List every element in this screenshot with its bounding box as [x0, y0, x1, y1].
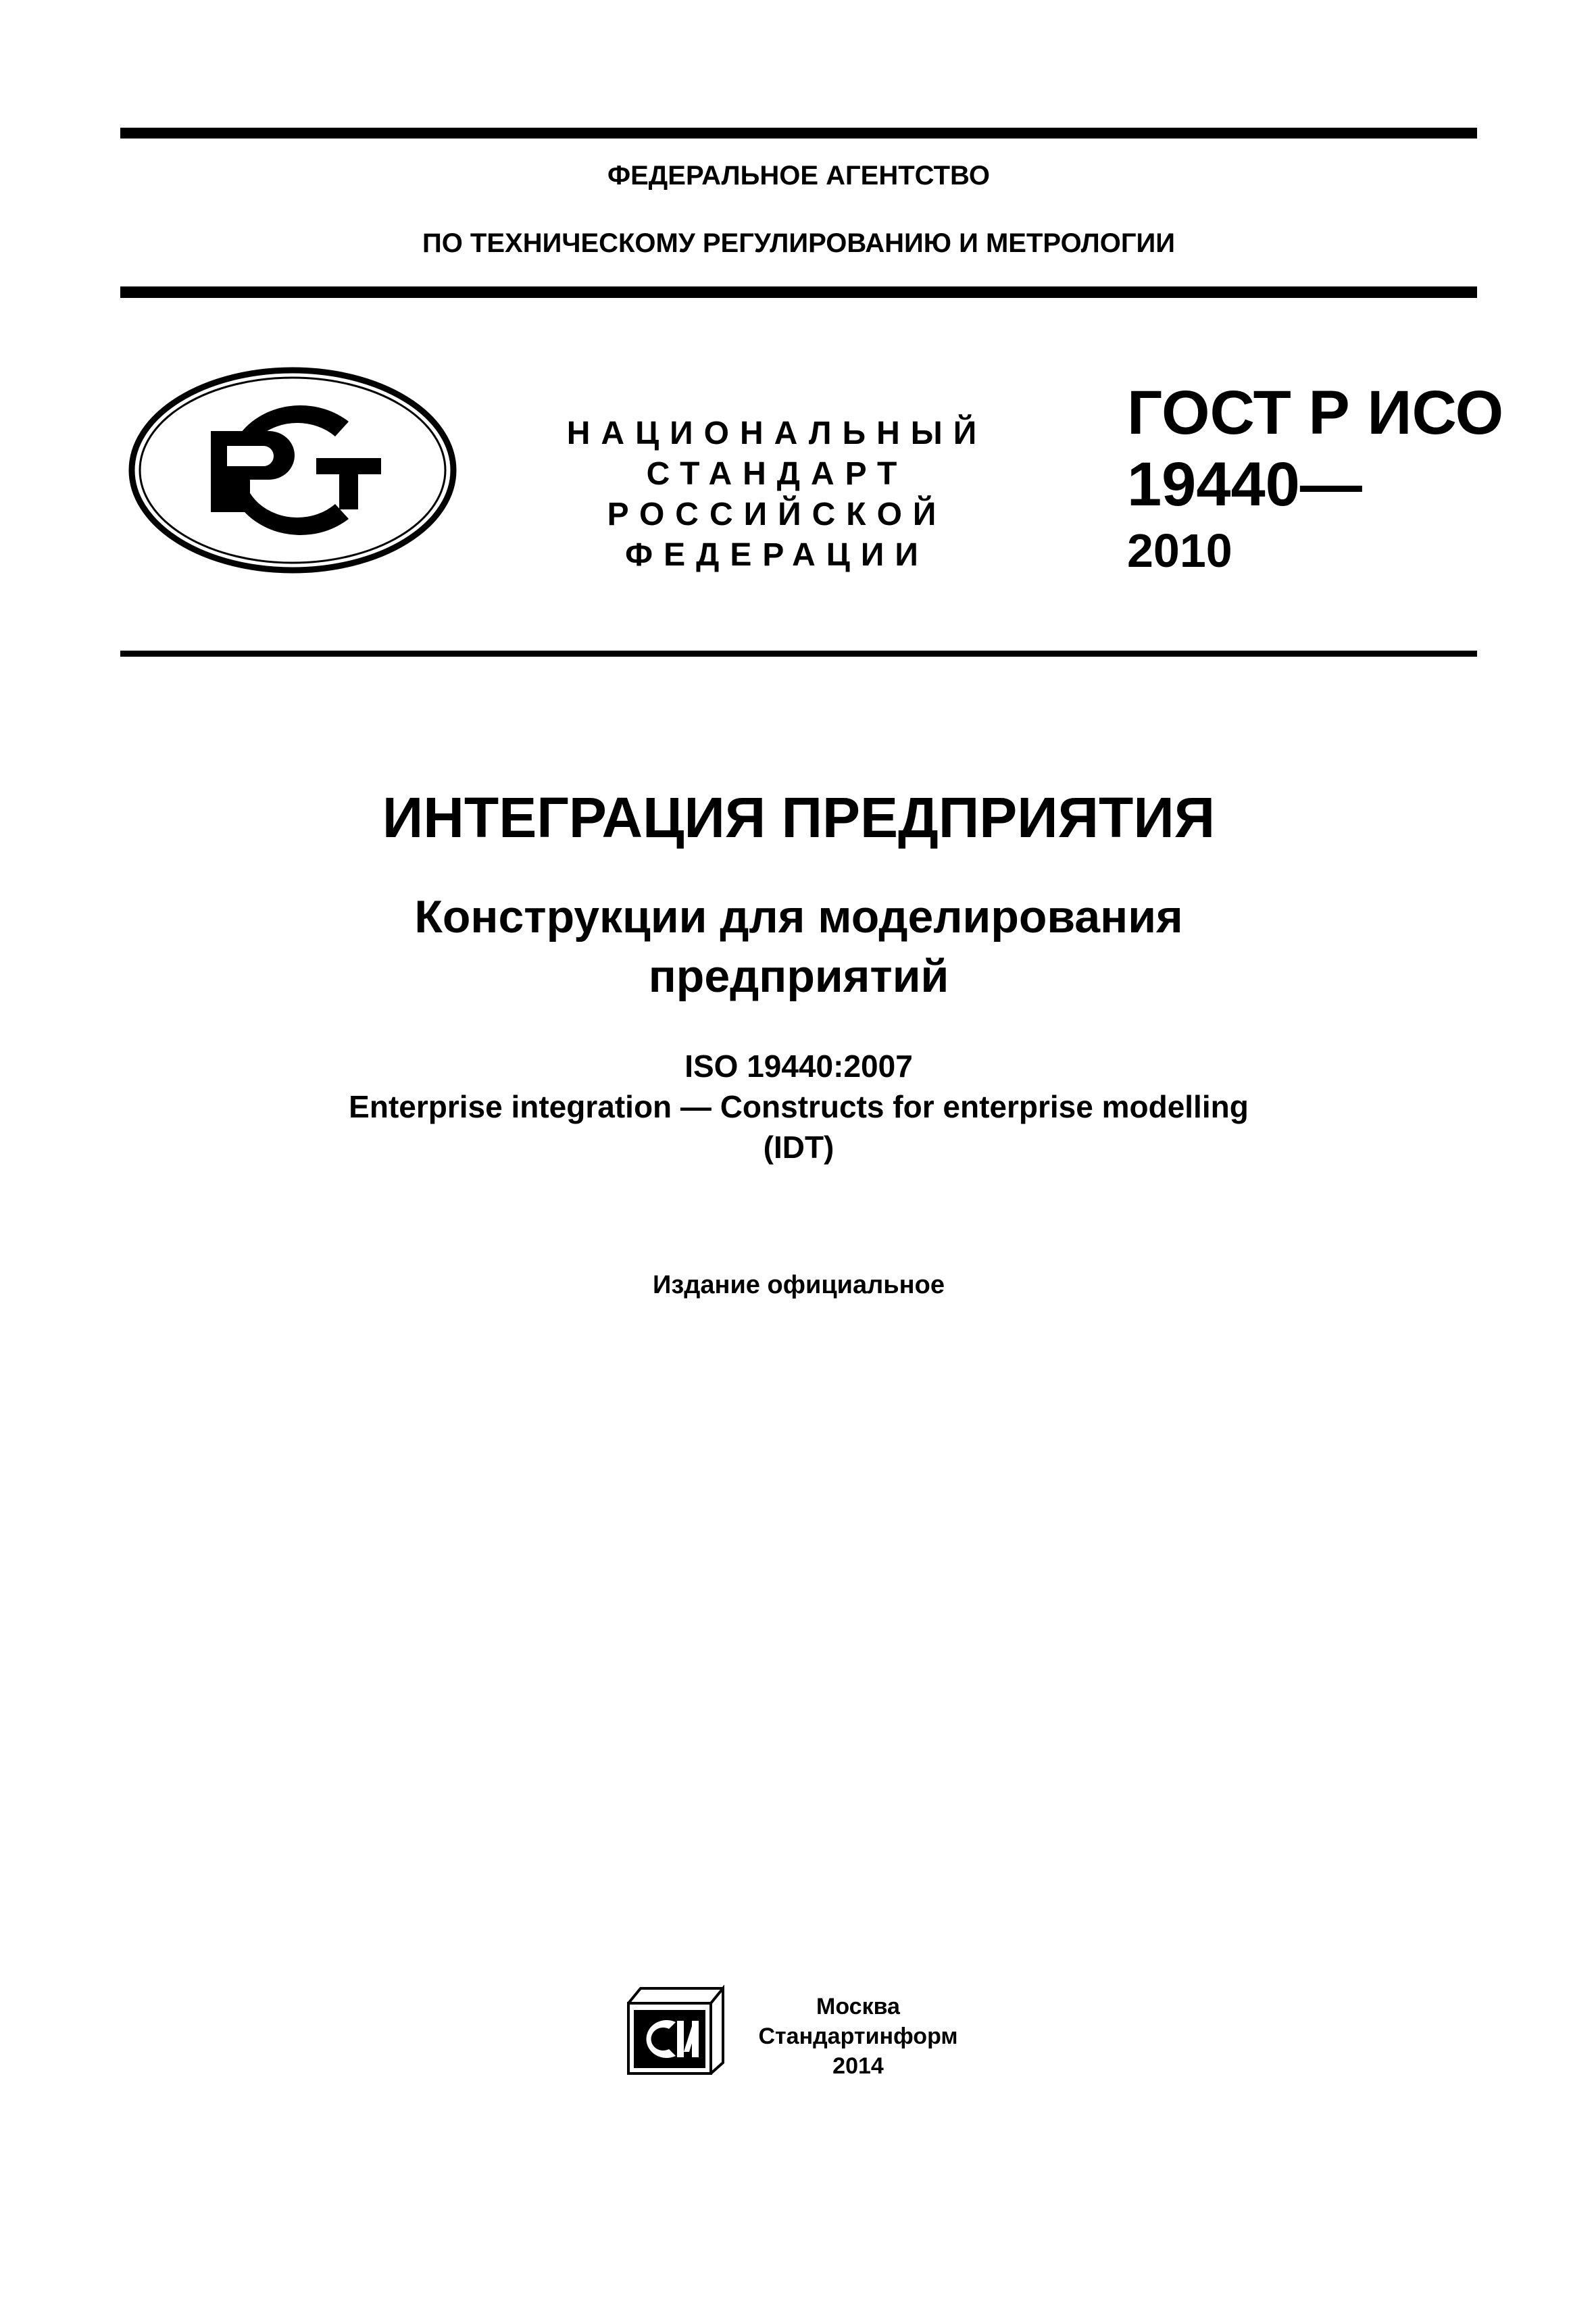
standard-code	[1127, 377, 1504, 581]
rst-logo-icon	[126, 365, 459, 576]
subtitle-line-2: предприятий	[648, 951, 949, 1002]
agency-line-2: ПО ТЕХНИЧЕСКОМУ РЕГУЛИРОВАНИЮ И МЕТРОЛОГИИ	[422, 228, 1176, 258]
national-line-1: НАЦИОНАЛЬНЫЙ	[566, 416, 988, 451]
publisher-name: Стандартинформ	[758, 2023, 958, 2049]
standard-code-line-1: ГОСТ Р ИСО	[1127, 378, 1504, 447]
header-bottom-rule	[120, 286, 1477, 298]
subtitle-line-1: Конструкции для моделирования	[414, 891, 1183, 942]
iso-number: ISO 19440:2007	[684, 1049, 913, 1084]
document-subtitle	[120, 887, 1477, 1006]
standartinform-logo-icon	[624, 1983, 724, 2080]
top-thick-rule	[120, 128, 1477, 139]
document-title: ИНТЕГРАЦИЯ ПРЕДПРИЯТИЯ	[382, 786, 1216, 849]
publisher-year: 2014	[832, 2053, 884, 2079]
iso-english-title: Enterprise integration — Constructs for enterprise modelling	[349, 1089, 1249, 1124]
publisher-city: Москва	[816, 1994, 900, 2019]
national-standard-label	[527, 413, 1027, 576]
publisher-info	[737, 1992, 980, 2081]
national-line-3: РОССИЙСКОЙ	[607, 497, 947, 532]
iso-equivalence: (IDT)	[763, 1130, 834, 1165]
standard-bottom-rule	[120, 651, 1477, 657]
national-line-2: СТАНДАРТ	[646, 456, 908, 492]
edition-label: Издание официальное	[653, 1271, 945, 1299]
national-line-4: ФЕДЕРАЦИИ	[625, 537, 929, 573]
agency-line-1: ФЕДЕРАЛЬНОЕ АГЕНТСТВО	[607, 161, 991, 191]
standard-code-line-2: 19440—	[1127, 450, 1362, 519]
standard-code-year: 2010	[1127, 524, 1232, 577]
iso-reference	[120, 1046, 1477, 1167]
